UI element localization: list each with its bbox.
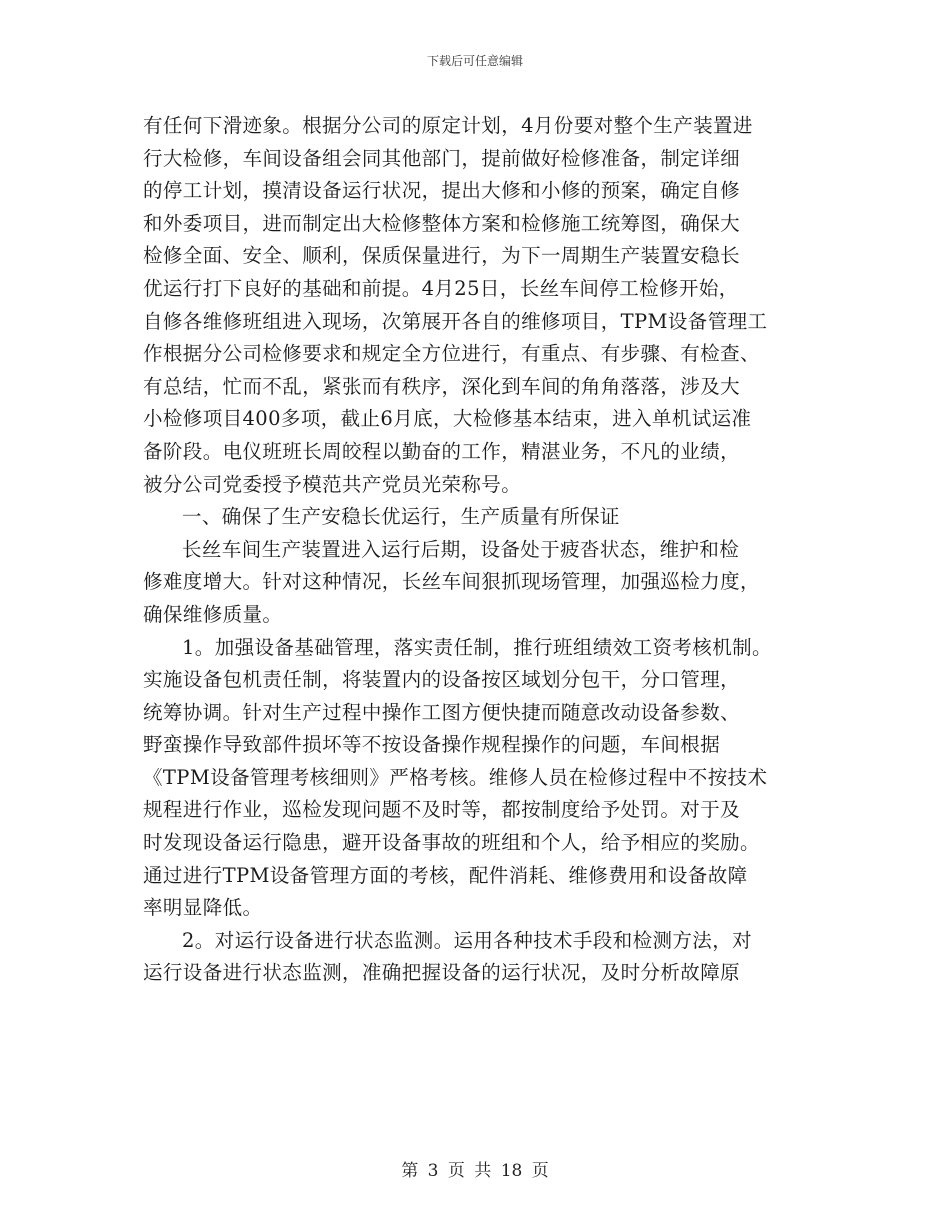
text-line: 一、确保了生产安稳长优运行，生产质量有所保证 [182,505,620,529]
text-line: 小检修项目400多项，截止6月底，大检修基本结束，进入单机试运准 [143,407,752,431]
text-line: 行大检修，车间设备组会同其他部门，提前做好检修准备，制定详细 [143,146,741,170]
text-line: 运行设备进行状态监测，准确把握设备的运行状况，及时分析故障原 [143,961,741,985]
text-line: 率明显降低。 [143,896,263,920]
text-line: 的停工计划，摸清设备运行状况，提出大修和小修的预案，确定自修 [143,179,741,203]
text-line: 确保维修质量。 [143,602,283,626]
text-line: 有任何下滑迹象。根据分公司的原定计划，4月份要对整个生产装置进 [143,114,753,137]
text-line: 作根据分公司检修要求和规定全方位进行，有重点、有步骤、有检查、 [143,342,760,366]
text-line: 自修各维修班组进入现场，次第展开各自的维修项目，TPM设备管理工 [143,309,768,333]
text-line: 和外委项目，进而制定出大检修整体方案和检修施工统筹图，确保大 [143,211,741,235]
text-line: 检修全面、安全、顺利，保质保量进行，为下一周期生产装置安稳长 [143,244,741,268]
text-line: 修难度增大。针对这种情况，长丝车间狠抓现场管理，加强巡检力度， [143,570,760,594]
page-header-note: 下载后可任意编辑 [426,54,523,68]
text-line: 《TPM设备管理考核细则》严格考核。维修人员在检修过程中不按技术 [143,765,768,789]
text-line: 被分公司党委授予模范共产党员光荣称号。 [143,472,522,496]
text-line: 1。加强设备基础管理，落实责任制，推行班组绩效工资考核机制。 [182,635,772,659]
text-line: 野蛮操作导致部件损坏等不按设备操作规程操作的问题，车间根据 [143,733,721,757]
text-line: 实施设备包机责任制，将装置内的设备按区域划分包干，分口管理， [143,668,741,692]
text-line: 2。对运行设备进行状态监测。运用各种技术手段和检测方法，对 [182,928,753,952]
text-line: 优运行打下良好的基础和前提。4月25日，长丝车间停工检修开始， [143,276,739,300]
text-line: 有总结，忙而不乱，紧张而有秩序，深化到车间的角角落落，涉及大 [143,374,741,398]
text-line: 时发现设备运行隐患，避开设备事故的班组和个人，给予相应的奖励。 [143,831,760,855]
text-line: 通过进行TPM设备管理方面的考核，配件消耗、维修费用和设备故障 [143,863,748,887]
text-line: 规程进行作业，巡检发现问题不及时等，都按制度给予处罚。对于及 [143,798,741,822]
text-line: 长丝车间生产装置进入运行后期，设备处于疲沓状态，维护和检 [182,537,740,561]
text-line: 统筹协调。针对生产过程中操作工图方便快捷而随意改动设备参数、 [143,700,741,724]
page-number-footer: 第 3 页 共 18 页 [401,1161,549,1181]
document-body [143,110,823,990]
text-line: 备阶段。电仪班班长周皎程以勤奋的工作，精湛业务，不凡的业绩， [143,439,741,463]
